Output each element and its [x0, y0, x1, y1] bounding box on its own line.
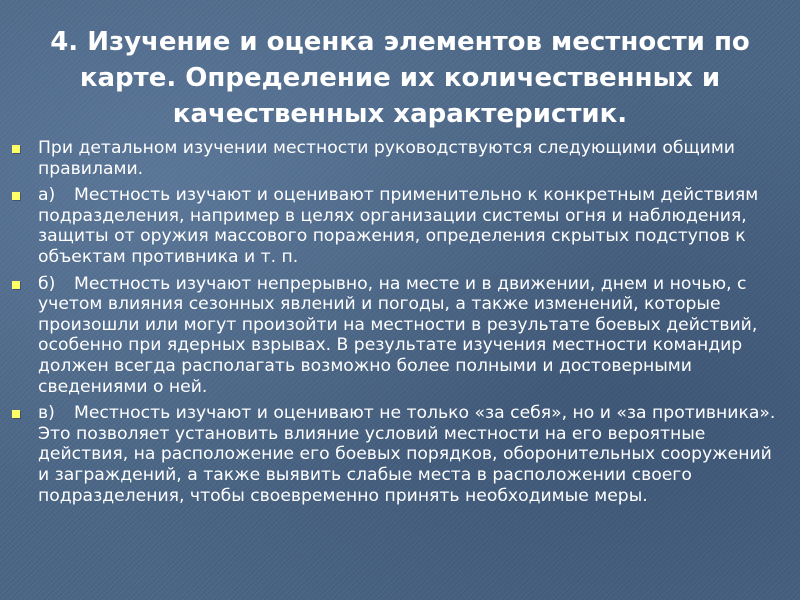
bullet-prefix: б) [38, 273, 56, 294]
bullet-text: При детальном изучении местности руководствуются следующими общими правилами. [38, 138, 735, 179]
square-bullet-icon [12, 281, 20, 289]
bullet-text: Местность изучают непрерывно, на месте и в движении, днем и ночью, с учетом влияния сезонных явлений и погоды, а также изменений, которые произошли или могут произойти на местности в результате боевых действий, особенно при ядерных взрывах. В результате изучения местности командир должен всегда располагать возможно более полными и достоверными сведениями о ней. [38, 273, 758, 397]
bullet-item-intro [10, 138, 780, 179]
bullet-list [10, 138, 780, 512]
bullet-item-a [10, 185, 780, 267]
slide-title: 4. Изучение и оценка элементов местности по карте. Определение их количественных и качественных характеристик. [50, 27, 750, 129]
square-bullet-icon [12, 192, 20, 200]
bullet-text: Местность изучают и оценивают применительно к конкретным действиям подразделения, например в целях организации системы огня и наблюдения, защиты от оружия массового поражения, определения скрытых подступов к объектам противника и т. п. [38, 185, 759, 267]
square-bullet-icon [12, 145, 20, 153]
bullet-prefix: в) [38, 403, 55, 424]
bullet-text: Местность изучают и оценивают не только «за себя», но и «за противника». Это позволяет установить влияние условий местности на его вероятные действия, на расположение его боевых порядков, оборонительных сооружений и заграждений, а также выявить слабые места в расположении своего подразделения, чтобы своевременно принять необходимые меры. [38, 403, 776, 506]
bullet-item-c [10, 403, 780, 506]
square-bullet-icon [12, 410, 20, 418]
bullet-item-b [10, 274, 780, 398]
bullet-prefix: а) [38, 185, 56, 206]
